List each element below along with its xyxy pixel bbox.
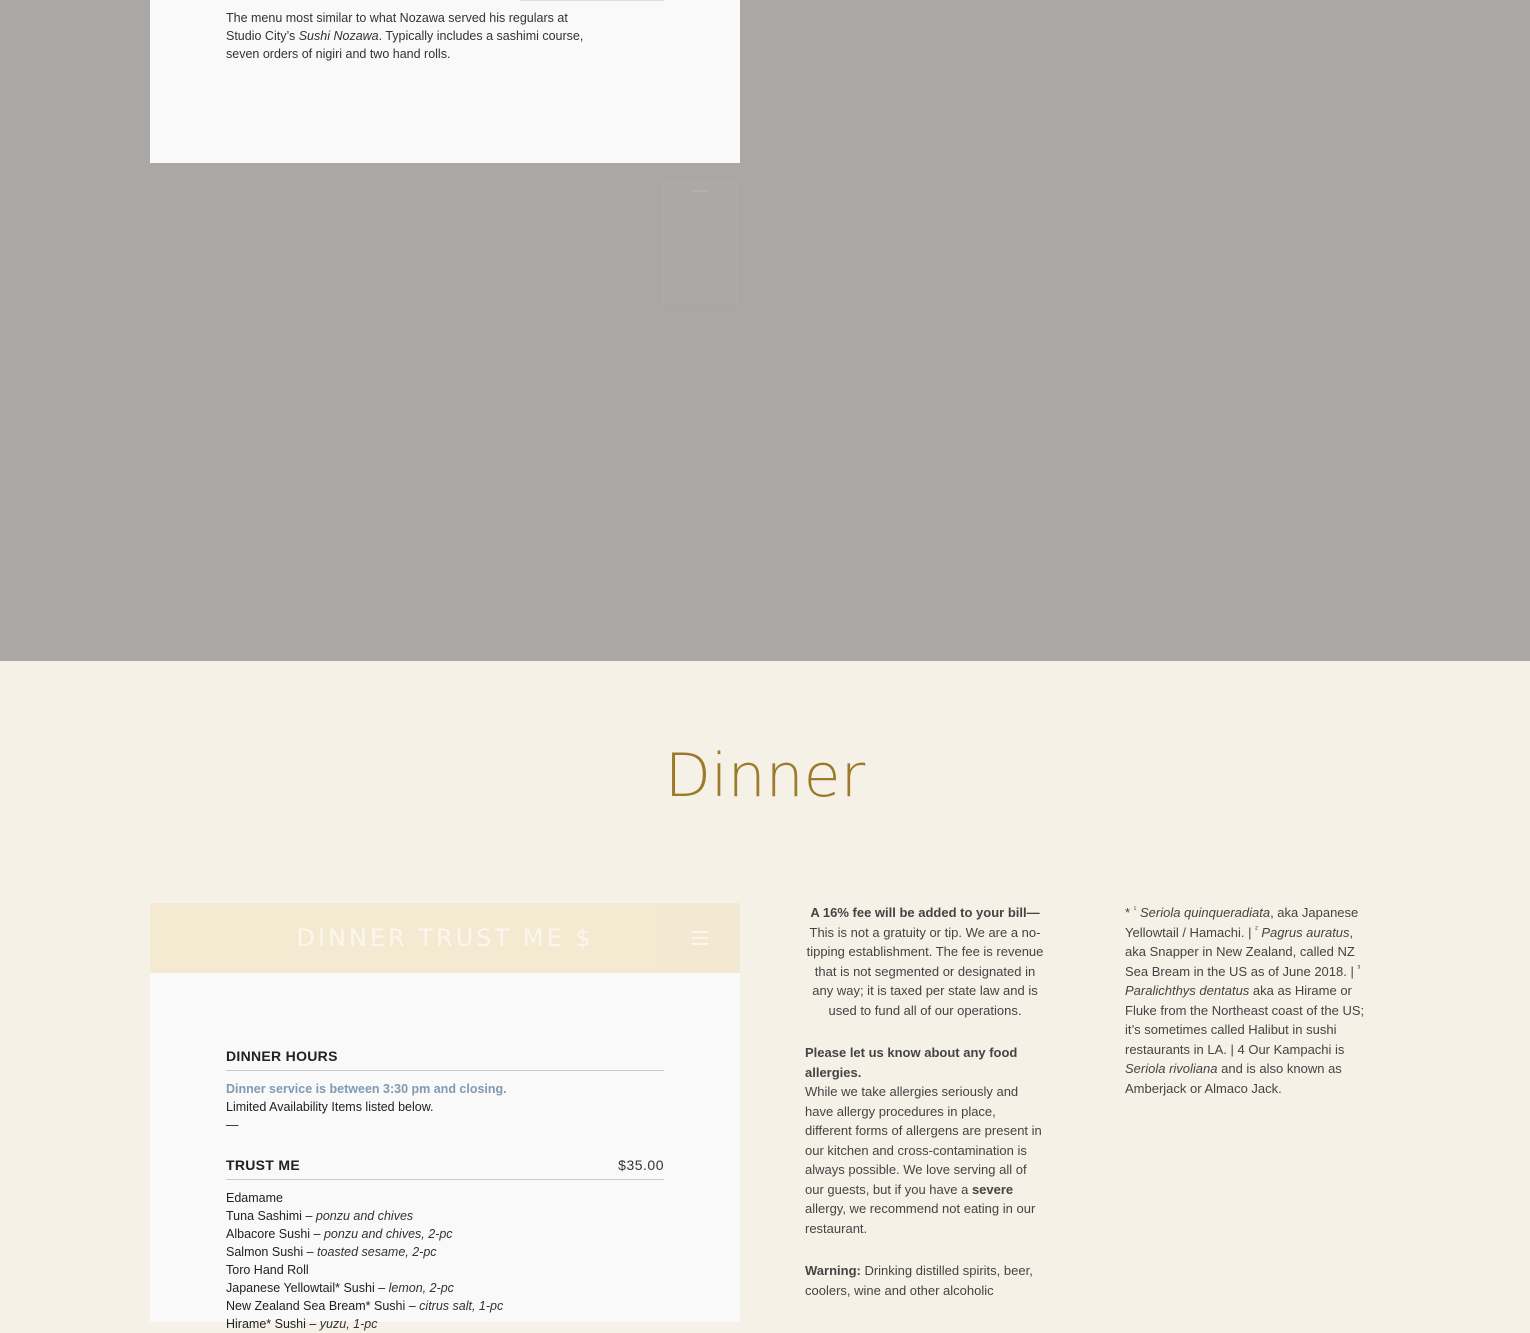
menu-item-detail: toasted sesame, 2-pc: [317, 1245, 437, 1259]
menu-items: [226, 1189, 664, 1333]
menu-item-name: Japanese Yellowtail* Sushi: [226, 1281, 375, 1295]
menu-card-previous: [150, 0, 740, 163]
section-heading: DINNER HOURS: [226, 1048, 664, 1071]
menu-item: [226, 1297, 664, 1315]
menu-item-separator: –: [305, 1317, 320, 1331]
footnote-species: Pagrus auratus: [1261, 924, 1350, 940]
footnotes-column: [1125, 903, 1365, 1098]
menu-item-detail: lemon, 2-pc: [388, 1281, 454, 1295]
hamburger-icon: [692, 931, 708, 949]
fee-note-bold: A 16% fee will be added to your bill—: [810, 905, 1040, 920]
menu-item: [226, 1243, 664, 1261]
fee-note-text: This is not a gratuity or tip. We are a no-tipping establishment. The fee is revenue that is not segmented or designated in any way; it is taxed per state law and is used to fund all of our operations.: [806, 924, 1044, 1018]
menu-item: [226, 1315, 664, 1333]
menu-item-separator: –: [310, 1227, 324, 1241]
description-italic: Sushi Nozawa: [298, 29, 379, 43]
menu-item-name: Toro Hand Roll: [226, 1263, 309, 1277]
allergy-note: [805, 1043, 1045, 1238]
description-text-end: . Typically includes a sashimi course, seven orders of nigiri and two hand rolls.: [226, 29, 584, 61]
footnote-species: Seriola quinqueradiata: [1139, 905, 1271, 920]
footnote-text: and is also known as Amberjack or Almaco Jack.: [1125, 1061, 1342, 1096]
footnote-text: aka as Hirame or Fluke from the Northeast coast of the US; it’s sometimes called Halibut in sushi restaurants in LA. | 4 Our Kampachi is: [1125, 983, 1365, 1057]
menu-item-name: Salmon Sushi: [226, 1245, 304, 1259]
menu-toggle-button[interactable]: [660, 903, 740, 973]
menu-item-separator: –: [405, 1299, 420, 1313]
section-title: Dinner: [664, 741, 866, 811]
service-note: Dinner service is between 3:30 pm and closing.: [226, 1082, 507, 1096]
menu-description: [226, 9, 596, 63]
allergy-note-bold: Please let us know about any food allergies.: [805, 1045, 1018, 1080]
divider: [520, 0, 664, 1]
menu-item-name: Tuna Sashimi: [226, 1209, 302, 1223]
price: $35.00: [618, 1157, 664, 1173]
section-heading: [226, 1157, 664, 1180]
menu-item: [226, 1261, 664, 1279]
menu-item-name: Edamame: [226, 1191, 283, 1205]
menu-toggle-ghost[interactable]: [660, 180, 740, 305]
notes-column: [805, 903, 1045, 1300]
menu-item-name: New Zealand Sea Bream* Sushi: [226, 1299, 406, 1313]
description-text: The menu most similar to what Nozawa served his regulars at Studio City’s: [226, 11, 568, 43]
fee-note: [805, 903, 1045, 1020]
menu-item-separator: –: [303, 1245, 318, 1259]
allergy-note-severe: severe: [971, 1181, 1014, 1197]
menu-item-detail: yuzu, 1-pc: [319, 1317, 378, 1331]
limited-note: Limited Availability Items listed below.: [226, 1100, 434, 1114]
footnote-marker: ³: [1357, 963, 1361, 973]
menu-item: [226, 1207, 664, 1225]
warning-label: Warning:: [805, 1263, 861, 1278]
menu-item: [226, 1189, 664, 1207]
menu-tab-label[interactable]: DINNER TRUST ME $: [296, 924, 594, 952]
menu-item-detail: ponzu and chives, 2-pc: [323, 1227, 453, 1241]
dinner-menu-card: [150, 903, 740, 1331]
warning-text: Drinking distilled spirits, beer, coolers, wine and other alcoholic: [805, 1263, 1033, 1298]
footnote-text: , aka Japanese Yellowtail / Hamachi. |: [1125, 905, 1359, 940]
menu-item-separator: –: [301, 1209, 316, 1223]
menu-tab-bar[interactable]: [150, 903, 740, 973]
footnote-marker: ²: [1255, 924, 1258, 934]
trust-me-section: [226, 1157, 664, 1333]
footnote-species: Paralichthys dentatus: [1125, 983, 1250, 998]
dinner-hours-section: [226, 1048, 664, 1134]
footnote-star: *: [1125, 905, 1134, 920]
dash: —: [226, 1118, 239, 1132]
footnote-text: , aka Snapper in New Zealand, called NZ Sea Bream in the US as of June 2018. |: [1125, 924, 1358, 979]
menu-item-detail: ponzu and chives: [315, 1209, 414, 1223]
allergy-note-text: While we take allergies seriously and have allergy procedures in place, different forms of allergens are present in our kitchen and cross-contamination is always possible. We love serving all of our guests, but if you have a: [805, 1084, 1042, 1197]
footnote-species: Seriola rivoliana: [1125, 1061, 1218, 1076]
menu-icon: [692, 190, 708, 192]
warning-note: [805, 1261, 1045, 1300]
allergy-note-text-end: allergy, we recommend not eating in our restaurant.: [805, 1201, 1036, 1236]
menu-item-name: Hirame* Sushi: [226, 1317, 306, 1331]
menu-item-separator: –: [374, 1281, 389, 1295]
menu-item-detail: citrus salt, 1-pc: [419, 1299, 504, 1313]
trust-me-title: TRUST ME: [226, 1157, 300, 1173]
menu-item: [226, 1225, 664, 1243]
menu-item: [226, 1279, 664, 1297]
footnote-marker: ¹: [1133, 904, 1137, 914]
menu-item-name: Albacore Sushi: [226, 1227, 311, 1241]
